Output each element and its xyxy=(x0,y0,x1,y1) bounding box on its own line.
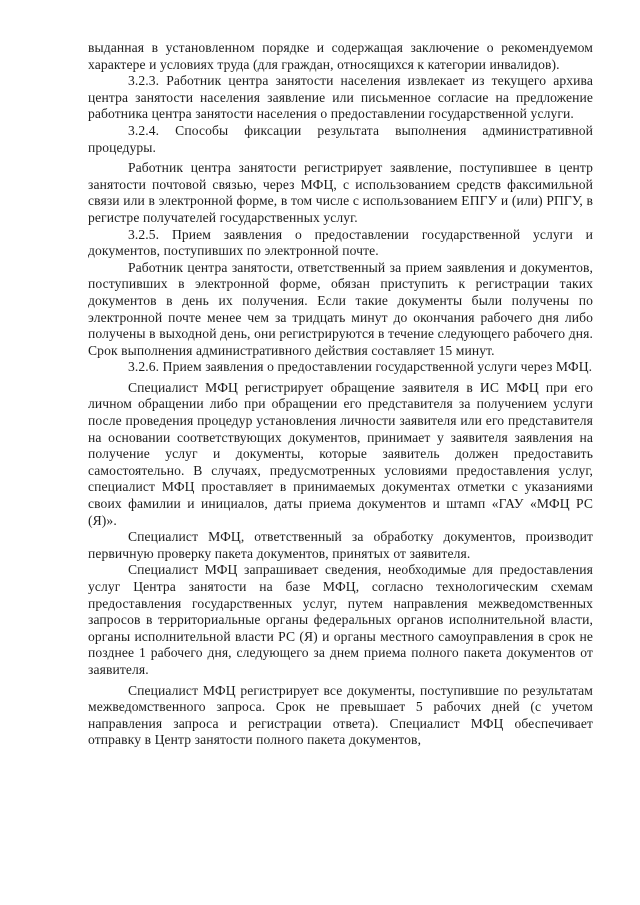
paragraph-email-processing: Работник центра занятости, ответственный за прием заявления и документов, поступивших в электронной форме, обязан приступить к регистрации таких документов в день их получения. Если такие документы были получены по электронной почте менее чем за тридцать минут до окончания рабочего дня либо получены в выходной день, они регистрируются в течение следующего рабочего дня. Срок выполнения административного действия составляет 15 минут. xyxy=(88,259,593,358)
paragraph-mfc-documents: Специалист МФЦ регистрирует все документы, поступившие по результатам межведомственного запроса. Срок не превышает 5 рабочих дней (с учетом направления запроса и регистрации ответа). Специалист МФЦ обеспечивает отправку в Центр занятости полного пакета документов, xyxy=(88,682,593,748)
paragraph-3-2-4: 3.2.4. Способы фиксации результата выполнения административной процедуры. xyxy=(88,122,593,155)
document-body xyxy=(88,40,593,749)
paragraph-3-2-6: 3.2.6. Прием заявления о предоставлении государственной услуги через МФЦ. xyxy=(128,359,593,375)
paragraph-3-2-3: 3.2.3. Работник центра занятости населения извлекает из текущего архива центра занятости населения заявление или письменное согласие на предложение работника центра занятости населения о предоставлении государственной услуги. xyxy=(88,73,593,122)
paragraph-continuation: выданная в установленном порядке и содержащая заключение о рекомендуемом характере и условиях труда (для граждан, относящихся к категории инвалидов). xyxy=(88,40,593,72)
paragraph-mfc-registration: Специалист МФЦ регистрирует обращение заявителя в ИС МФЦ при его личном обращении либо при обращении его представителя за получением услуги после проведения процедур установления личности заявителя или его представителя на основании соответствующих документов, принимает у заявителя заявления на получение услуг и документы, которые заявитель должен предоставить самостоятельно. В случаях, предусмотренных условиями предоставления услуг, специалист МФЦ проставляет в принимаемых документах отметки с указаниями своих фамилии и инициалов, даты приема документов и штамп «ГАУ «МФЦ РС (Я)». xyxy=(88,379,593,528)
paragraph-mfc-requests: Специалист МФЦ запрашивает сведения, необходимые для предоставления услуг Центра занятости на базе МФЦ, согласно технологическим схемам предоставления государственных услуг, путем направления межведомственных запросов в территориальные органы федеральных органов исполнительной власти, органы исполнительной власти РС (Я) и органы местного самоуправления в срок не позднее 1 рабочего дня, следующего за днем приема полного пакета документов от заявителя. xyxy=(88,562,593,677)
paragraph-3-2-5: 3.2.5. Прием заявления о предоставлении государственной услуги и документов, поступивших по электронной почте. xyxy=(88,226,593,259)
paragraph-mfc-check: Специалист МФЦ, ответственный за обработку документов, производит первичную проверку пакета документов, принятых от заявителя. xyxy=(88,529,593,561)
paragraph-registration: Работник центра занятости регистрирует заявление, поступившее в центр занятости почтовой связью, через МФЦ, с использованием средств факсимильной связи или в электронной форме, в том числе с использованием ЕПГУ и (или) РПГУ, в регистре получателей государственных услуг. xyxy=(88,160,593,225)
